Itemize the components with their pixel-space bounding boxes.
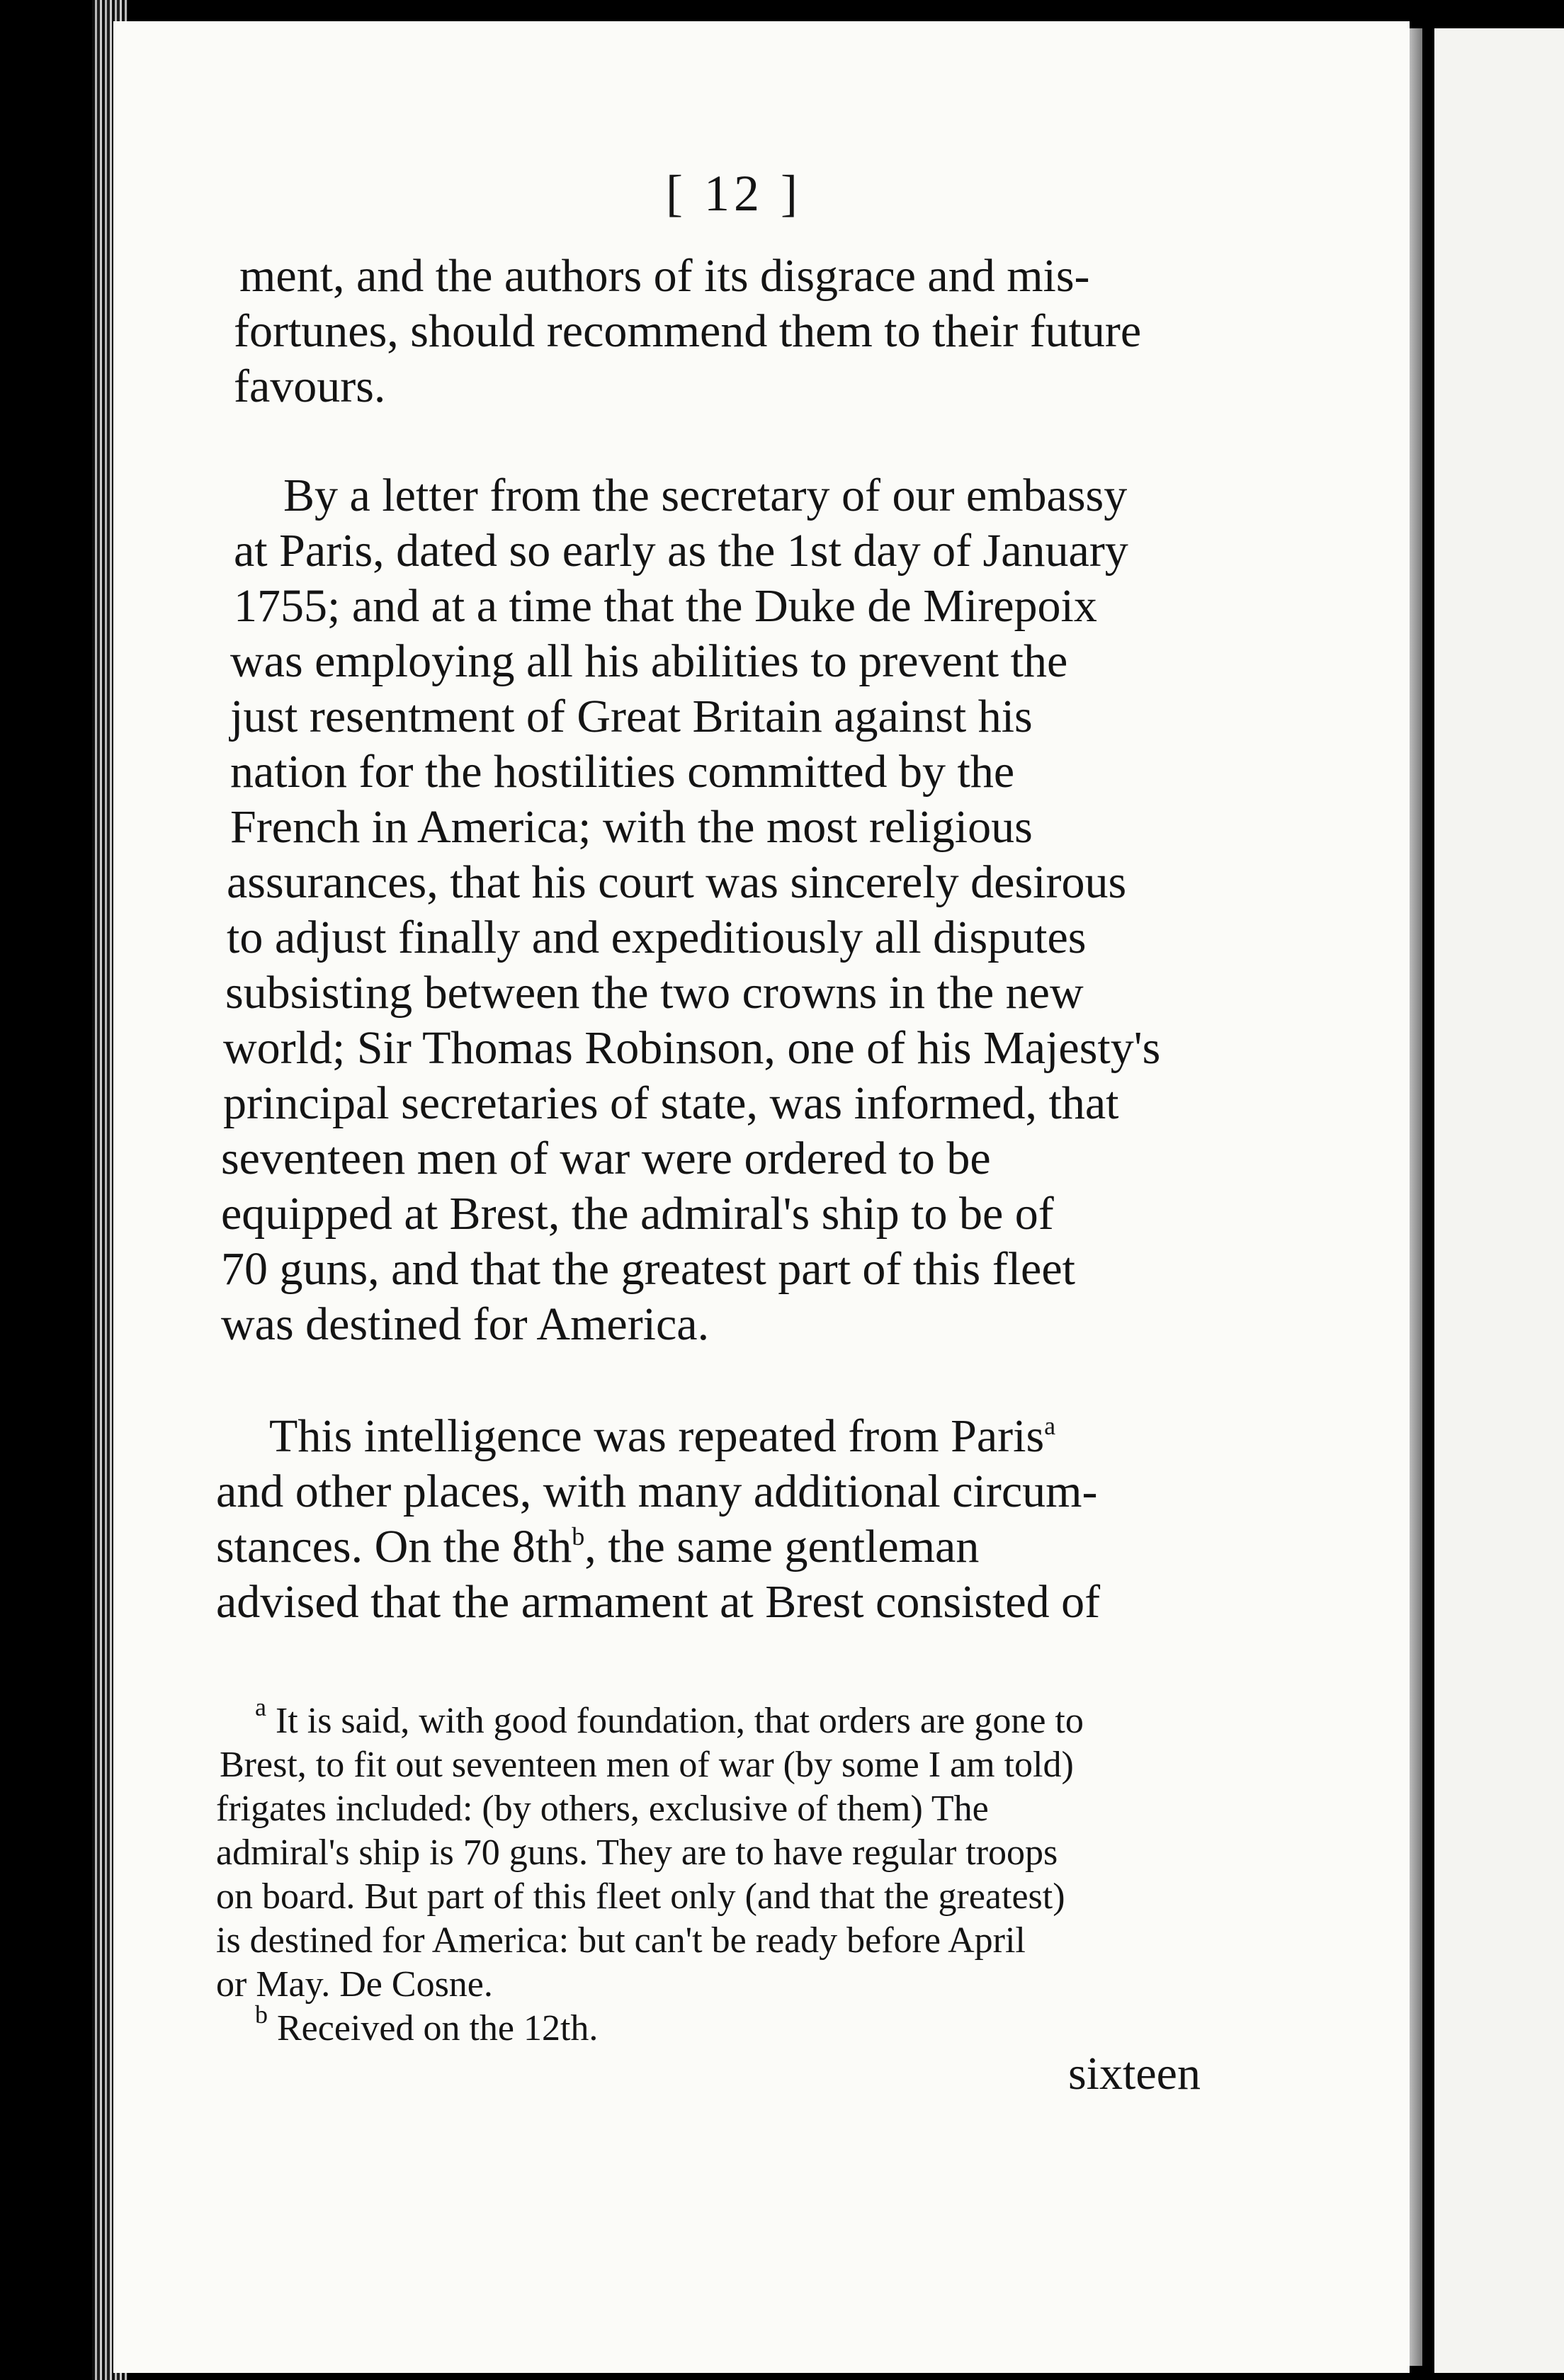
text-line: seventeen men of war were ordered to be — [221, 1133, 991, 1184]
footnote-line: on board. But part of this fleet only (and that the greatest) — [216, 1876, 1065, 1917]
text-line: world; Sir Thomas Robinson, one of his Majesty's — [223, 1022, 1161, 1074]
footnote-line: admiral's ship is 70 guns. They are to have regular troops — [216, 1832, 1058, 1873]
text-line: favours. — [234, 361, 386, 412]
text-line: and other places, with many additional circum- — [216, 1466, 1098, 1517]
footnote-line: is destined for America: but can't be ready before April — [216, 1920, 1026, 1961]
text-line: was destined for America. — [221, 1298, 710, 1350]
page-header: [ 12 ] — [666, 165, 802, 222]
footnote-line: Received on the 12th. — [277, 2008, 599, 2048]
text-line: This intelligence was repeated from Paris — [269, 1410, 1045, 1462]
note-marker-b: b — [572, 1522, 585, 1551]
note-marker-a: a — [1044, 1412, 1056, 1440]
text-line: stances. On the 8th — [216, 1521, 572, 1572]
text-line-with-note — [269, 1410, 1055, 1463]
text-line: advised that the armament at Brest consisted of — [216, 1576, 1101, 1628]
text-line-with-note — [216, 1520, 979, 1574]
text-line: fortunes, should recommend them to their future — [234, 305, 1142, 357]
text-line: was employing all his abilities to prevent the — [230, 635, 1068, 687]
text-line: By a letter from the secretary of our embassy — [283, 470, 1128, 521]
catchword: sixteen — [1068, 2048, 1201, 2100]
text-line: 1755; and at a time that the Duke de Mirepoix — [234, 580, 1097, 632]
footnote-marker-a: a — [255, 1693, 266, 1721]
text-line: subsisting between the two crowns in the new — [225, 967, 1084, 1019]
text-line: assurances, that his court was sincerely desirous — [227, 856, 1127, 908]
page-edge-shadow — [1410, 28, 1422, 2366]
footnote-marker-b: b — [255, 2000, 268, 2029]
facing-page — [1434, 28, 1564, 2373]
footnote-line-with-marker — [255, 2000, 599, 2049]
text-line: principal secretaries of state, was informed, that — [223, 1077, 1119, 1129]
text-fragment: , the same gentleman — [584, 1521, 980, 1572]
text-line: at Paris, dated so early as the 1st day of January — [234, 525, 1128, 577]
footnote-line-with-marker — [255, 1693, 1084, 1742]
text-line: just resentment of Great Britain against his — [230, 691, 1033, 742]
text-line: to adjust finally and expeditiously all disputes — [227, 912, 1087, 963]
footnote-line: or May. De Cosne. — [216, 1964, 493, 2005]
text-line: 70 guns, and that the greatest part of this fleet — [221, 1243, 1075, 1295]
text-line: ment, and the authors of its disgrace and mis- — [239, 250, 1090, 302]
text-line: nation for the hostilities committed by the — [230, 746, 1015, 798]
text-line: French in America; with the most religious — [230, 801, 1033, 853]
footnote-line: Brest, to fit out seventeen men of war (by some I am told) — [220, 1745, 1074, 1785]
footnote-line: frigates included: (by others, exclusive of them) The — [216, 1789, 989, 1829]
text-line: equipped at Brest, the admiral's ship to be of — [221, 1188, 1054, 1240]
footnote-line: It is said, with good foundation, that orders are gone to — [275, 1701, 1084, 1741]
